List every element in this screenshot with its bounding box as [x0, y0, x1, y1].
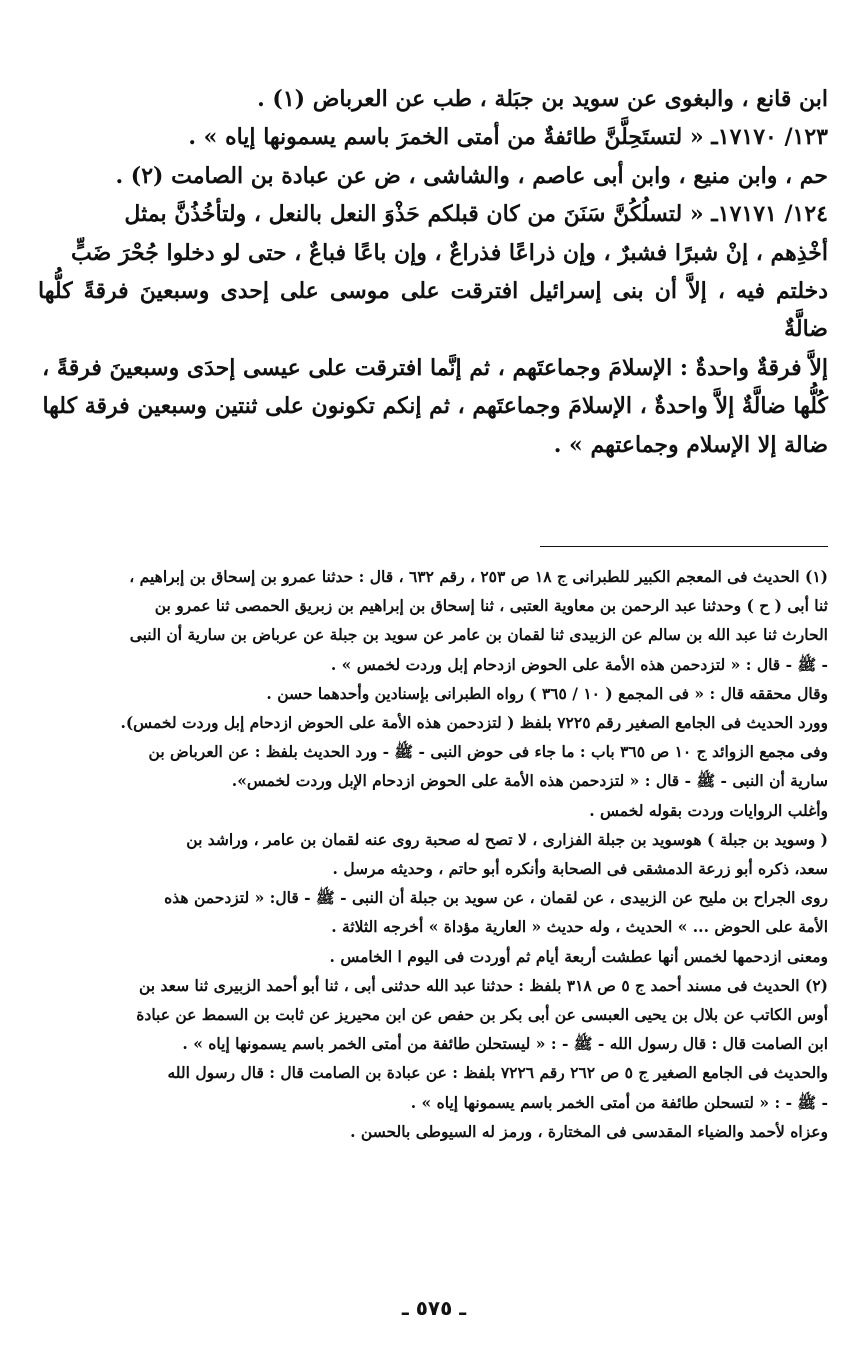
footnote-line: - ﷺ - : « لتسحلن طائفة من أمتى الخمر باسم يسمونها إياه » . — [410, 1092, 828, 1112]
footnote-line: سارية أن النبى - ﷺ - قال : « لتزدحمن هذه الأمة على الحوض ازدحام الإبل وردت لخمس». — [231, 771, 828, 791]
footnote-line: روى الجراح بن مليح عن الزبيدى ، عن لقمان ، عن سويد بن جبلة أن النبى - ﷺ - قال: « لتزدحمن هذه — [164, 888, 828, 908]
main-line: ابن قانع ، والبغوى عن سويد بن جبَلة ، طب عن العرباض (١) . — [257, 86, 828, 112]
main-text — [38, 80, 828, 464]
footnote-separator — [540, 546, 828, 547]
footnote-line: ابن الصامت قال : قال رسول الله - ﷺ - : « ليستحلن طائفة من أمتى الخمر باسم يسمونها إياه » . — [182, 1034, 828, 1054]
main-line: حم ، وابن منيع ، وابن أبى عاصم ، والشاشى ، ض عن عبادة بن الصامت (٢) . — [115, 162, 828, 189]
footnote-line: الحارث ثنا عبد الله بن سالم عن الزبيدى ثنا لقمان بن عامر عن سويد بن جبلة عن عرباض بن سارية أن النبى — [129, 625, 828, 645]
footnote-line: الأمة على الحوض ... » الحديث ، وله حديث « العارية مؤداة » أخرجه الثلاثة . — [331, 917, 828, 937]
main-line: أخْذِهم ، إنْ شبرًا فشبرٌ ، وإن ذراعًا فذراعٌ ، وإن باعًا فباعٌ ، حتى لو دخلوا جُحْرَ ضَبٍّ — [70, 239, 828, 266]
footnote-line: - ﷺ - قال : « لتزدحمن هذه الأمة على الحوض ازدحام إبل وردت لخمس » . — [330, 654, 828, 674]
footnotes — [38, 562, 828, 1146]
footnote-line: وأغلب الروايات وردت بقوله لخمس . — [589, 800, 828, 820]
footnote-line: وفى مجمع الزوائد ج ١٠ ص ٣٦٥ باب : ما جاء فى حوض النبى - ﷺ - ورد الحديث بلفظ : عن العرباض بن — [148, 742, 828, 762]
footnote-line: ( وسويد بن جبلة ) هوسويد بن جبلة الفزارى ، لا تصح له صحبة روى عنه لقمان بن عامر ، وراشد بن — [186, 829, 828, 849]
footnote-line: (١) الحديث فى المعجم الكبير للطبرانى ج ١٨ ص ٢٥٣ ، رقم ٦٣٢ ، قال : حدثنا عمرو بن إسحاق بن إبراهيم ، — [129, 567, 828, 586]
footnote-line: وعزاه لأحمد والضياء المقدسى فى المختارة ، ورمز له السيوطى بالحسن . — [350, 1121, 828, 1141]
page-number: ـ ٥٧٥ ـ — [401, 1296, 467, 1320]
footnote-line: والحديث فى الجامع الصغير ج ٥ ص ٢٦٢ رقم ٧٢٢٦ بلفظ : عن عبادة بن الصامت قال : قال رسول الله — [167, 1063, 828, 1083]
footnote-line: أوس الكاتب عن بلال بن يحيى العبسى عن أبى بكر بن حفص عن ابن محيريز عن ثابت بن السمط عن عبادة — [136, 1005, 828, 1025]
footnote-line: ومعنى ازدحمها لخمس أنها عطشت أربعة أيام ثم أوردت فى اليوم ا الخامس . — [329, 946, 828, 966]
footnote-line: وقال محققه قال : « فى المجمع ( ١٠ / ٣٦٥ ) رواه الطبرانى بإسنادين وأحدهما حسن . — [266, 683, 828, 703]
main-line: ضالة إلا الإسلام وجماعتهم » . — [553, 431, 828, 458]
footnote-line: ثنا أبى ( ح ) وحدثنا عبد الرحمن بن معاوية العتبى ، ثنا إسحاق بن إبراهيم بن زبريق الحمصى ثنا عمرو بن — [154, 596, 828, 616]
footnote-line: وورد الحديث فى الجامع الصغير رقم ٧٢٢٥ بلفظ ( لتزدحمن هذه الأمة على الحوض ازدحام إبل وردت لخمس). — [120, 713, 828, 733]
main-line: كُلُّها ضالَّةٌ إلاَّ واحدةٌ ، الإسلامَ وجماعتَهم ، ثم إنكم تكونون على ثنتين وسبعين فرقة كلها — [42, 393, 828, 420]
main-line: إلاَّ فرقةٌ واحدةٌ : الإسلامَ وجماعتَهم ، ثم إنَّما افترقت على عيسى إحدَى وسبعينَ فرقةً ، — [42, 354, 828, 381]
footnote-line: سعد، ذكره أبو زرعة الدمشقى فى الصحابة وأنكره أبو حاتم ، وحديثه مرسل . — [332, 859, 828, 879]
main-line: ١٢٣/ ١٧١٧٠ـ « لتستَحِلَّنَّ طائفةٌ من أمتى الخمرَ باسم يسمونها إياه » . — [188, 124, 828, 151]
main-line: ١٢٤/ ١٧١٧١ـ « لتسلُكُنَّ سَنَنَ من كان قبلكم حَذْوَ النعل بالنعل ، ولتأخُذُنَّ بمثل — [124, 201, 828, 228]
footnote-line: (٢) الحديث فى مسند أحمد ج ٥ ص ٣١٨ بلفظ : حدثنا عبد الله حدثنى أبى ، ثنا أبو أحمد الزبيرى ثنا سعد بن — [138, 975, 828, 995]
main-line: دخلتم فيه ، إلاَّ أن بنى إسرائيل افترقت على موسى على إحدى وسبعينَ فرقةً كلُّها ضالَّةٌ — [38, 278, 828, 343]
